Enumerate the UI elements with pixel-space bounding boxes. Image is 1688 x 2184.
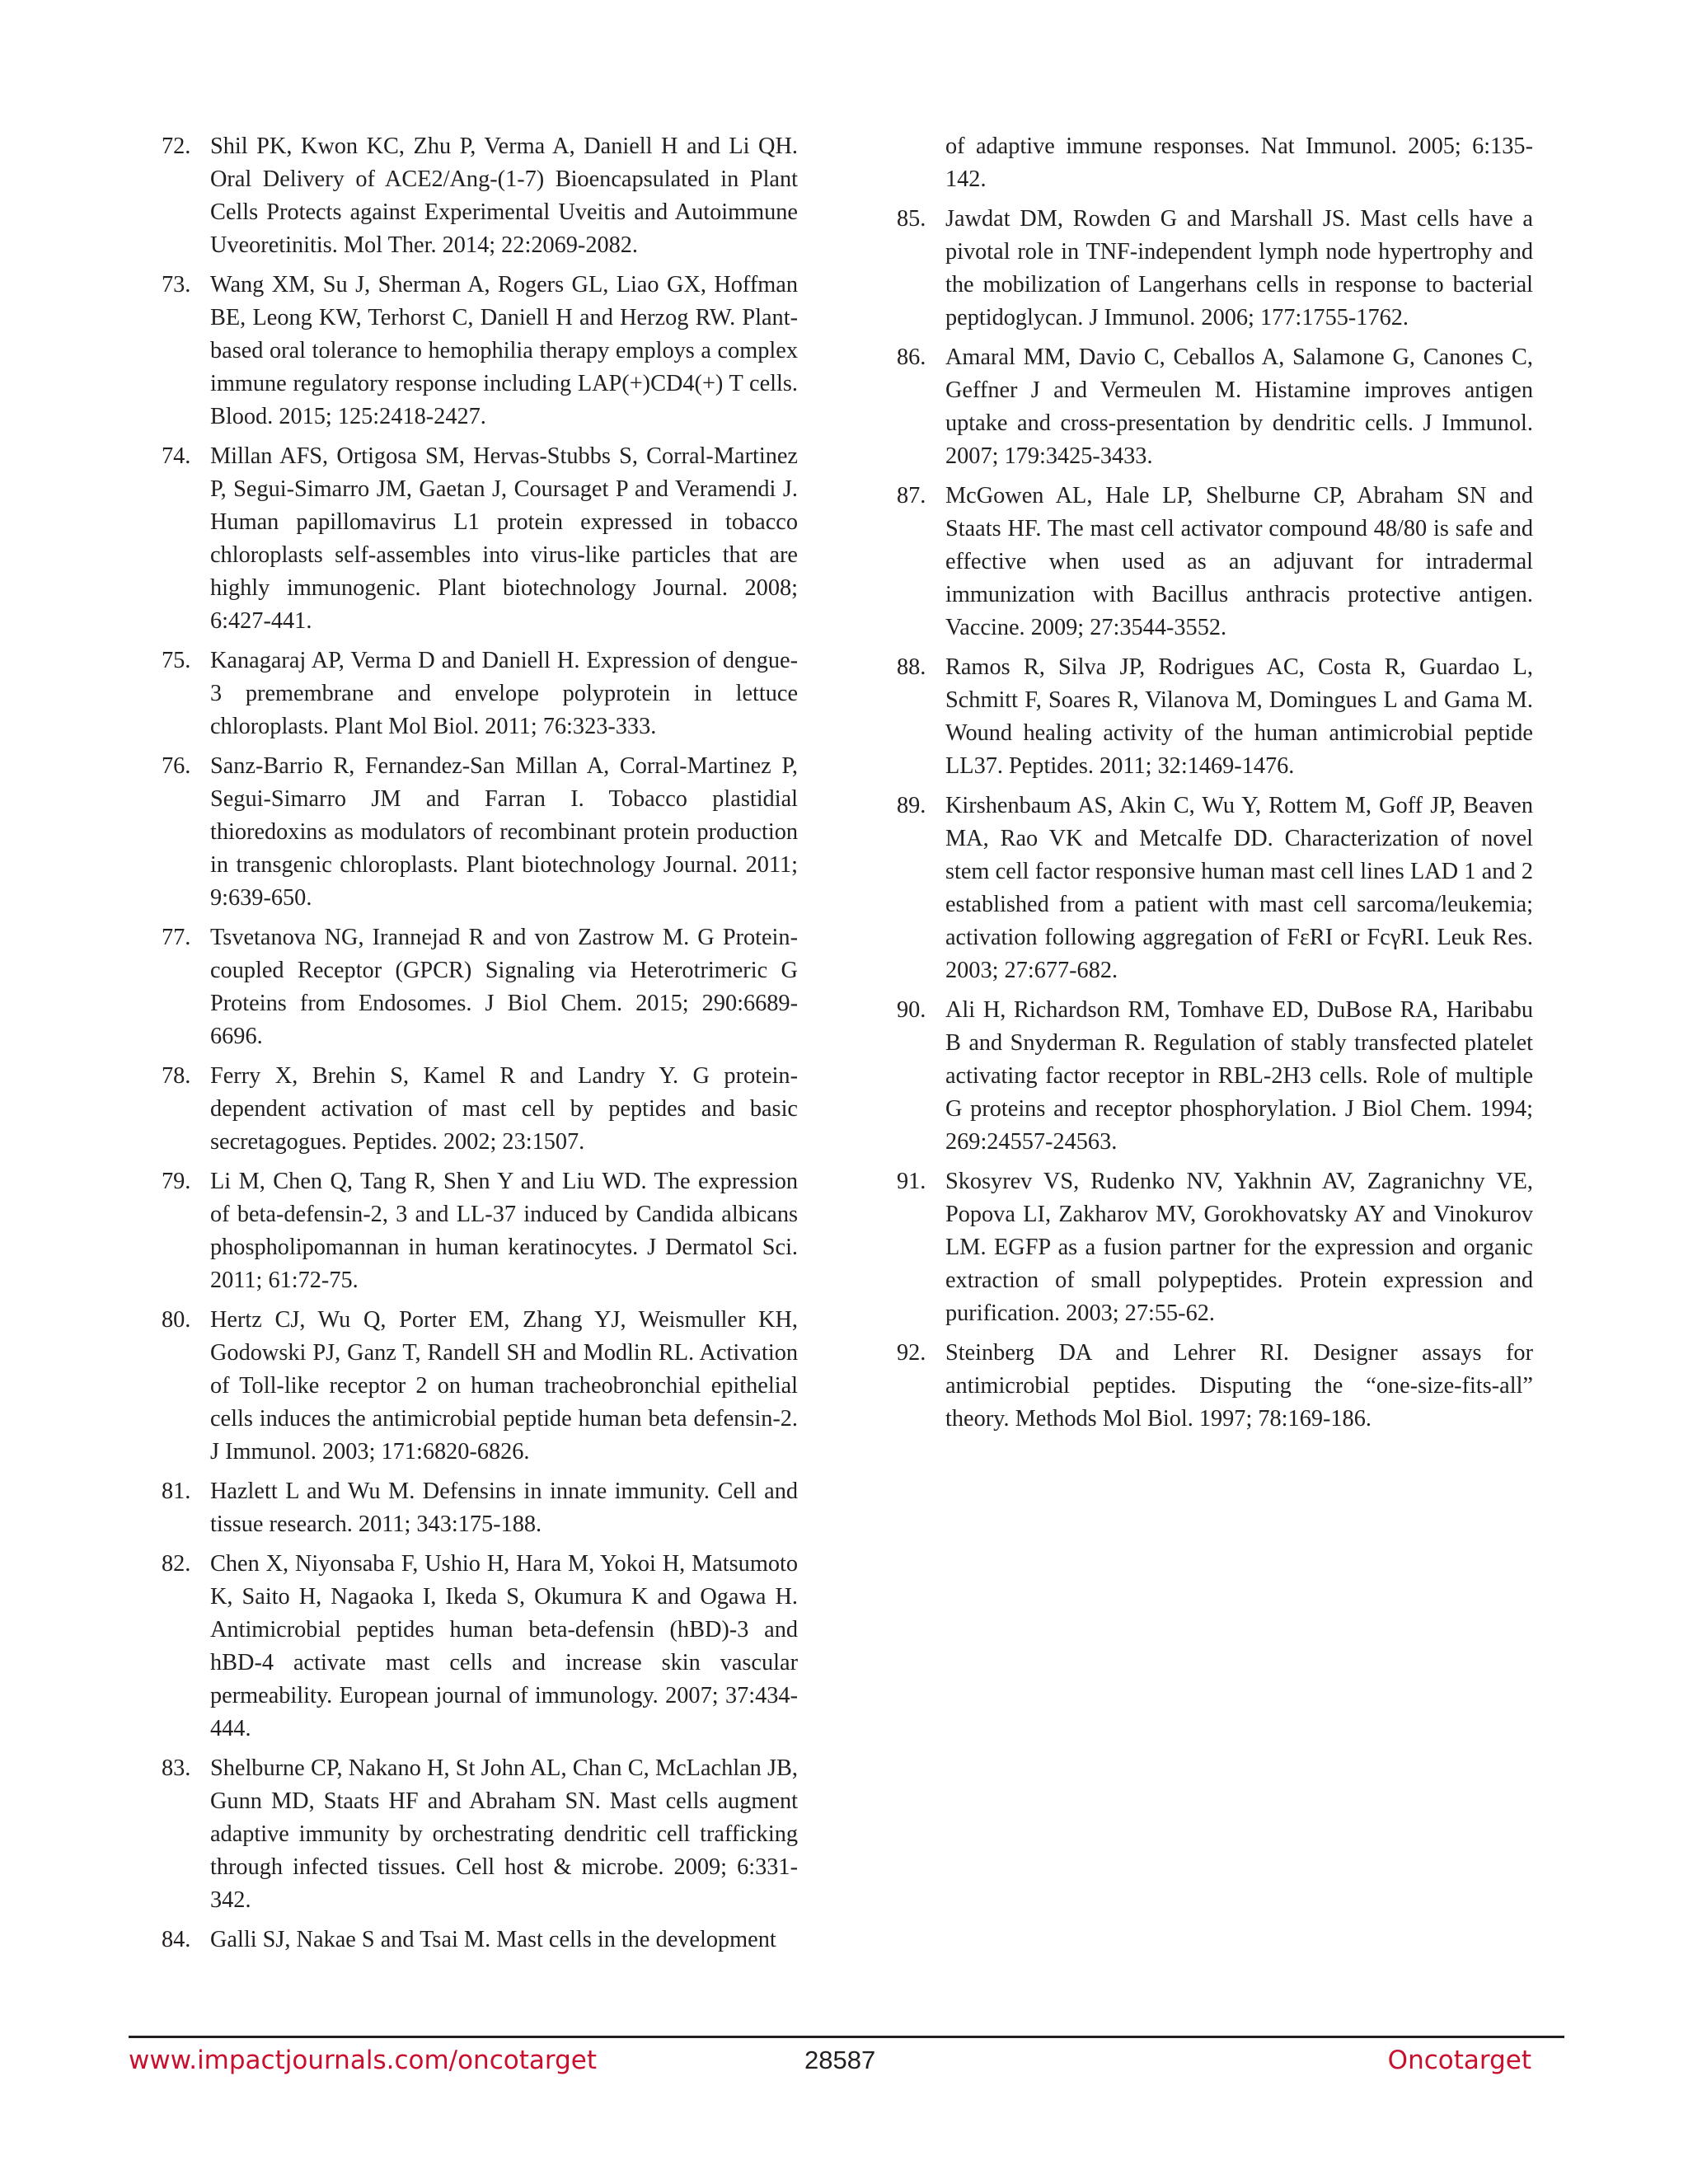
reference-item xyxy=(162,1475,798,1541)
footer-divider xyxy=(129,2036,1564,2038)
reference-item xyxy=(897,651,1533,783)
reference-number: 82. xyxy=(162,1551,191,1577)
reference-item xyxy=(897,994,1533,1159)
reference-number: 81. xyxy=(162,1479,191,1504)
reference-text: McGowen AL, Hale LP, Shelburne CP, Abraham SN and Staats HF. The mast cell activator compound 48/80 is safe and effective when used as an adjuvant for intradermal immunization with Bacillus anthracis protective antigen. Vaccine. 2009; 27:3544-3552. xyxy=(945,483,1533,640)
reference-text: Tsvetanova NG, Irannejad R and von Zastrow M. G Protein-coupled Receptor (GPCR) Signaling via Heterotrimeric G Proteins from Endosomes. J Biol Chem. 2015; 290:6689-6696. xyxy=(210,925,798,1049)
reference-text: Ferry X, Brehin S, Kamel R and Landry Y. G protein-dependent activation of mast cell by peptides and basic secretagogues. Peptides. 2002; 23:1507. xyxy=(210,1063,798,1155)
reference-number: 75. xyxy=(162,648,191,673)
reference-text: Kirshenbaum AS, Akin C, Wu Y, Rottem M, Goff JP, Beaven MA, Rao VK and Metcalfe DD. Characterization of novel stem cell factor responsive human mast cell lines LAD 1 and 2 established from a patient with mast cell sarcoma/leukemia; activation following aggregation of FεRI or FcγRI. Leuk Res. 2003; 27:677-682. xyxy=(945,793,1533,983)
reference-number: 78. xyxy=(162,1063,191,1089)
reference-number: 84. xyxy=(162,1927,191,1952)
reference-number: 87. xyxy=(897,483,926,509)
reference-text: Sanz-Barrio R, Fernandez-San Millan A, Corral-Martinez P, Segui-Simarro JM and Farran I. Tobacco plastidial thioredoxins as modulators of recombinant protein production in transgenic chloroplasts. Plant biotechnology Journal. 2011; 9:639-650. xyxy=(210,753,798,911)
reference-number: 92. xyxy=(897,1340,926,1366)
reference-item xyxy=(897,341,1533,473)
reference-text: Skosyrev VS, Rudenko NV, Yakhnin AV, Zagranichny VE, Popova LI, Zakharov MV, Gorokhovatsky AY and Vinokurov LM. EGFP as a fusion partner for the expression and organic extraction of small polypeptides. Protein expression and purification. 2003; 27:55-62. xyxy=(945,1169,1533,1326)
reference-number: 80. xyxy=(162,1307,191,1333)
reference-text: Ramos R, Silva JP, Rodrigues AC, Costa R, Guardao L, Schmitt F, Soares R, Vilanova M, Domingues L and Gama M. Wound healing activity of the human antimicrobial peptide LL37. Peptides. 2011; 32:1469-1476. xyxy=(945,654,1533,779)
reference-text: Kanagaraj AP, Verma D and Daniell H. Expression of dengue-3 premembrane and envelope polyprotein in lettuce chloroplasts. Plant Mol Biol. 2011; 76:323-333. xyxy=(210,648,798,739)
reference-continuation xyxy=(897,130,1533,196)
reference-text: Hazlett L and Wu M. Defensins in innate immunity. Cell and tissue research. 2011; 343:175-188. xyxy=(210,1479,798,1537)
reference-number: 72. xyxy=(162,134,191,159)
reference-number: 79. xyxy=(162,1169,191,1194)
reference-item xyxy=(897,480,1533,644)
reference-item xyxy=(897,790,1533,987)
footer-journal-name: Oncotarget xyxy=(1387,2046,1531,2075)
reference-number: 76. xyxy=(162,753,191,779)
reference-item xyxy=(162,1165,798,1297)
reference-text: Millan AFS, Ortigosa SM, Hervas-Stubbs S, Corral-Martinez P, Segui-Simarro JM, Gaetan J, Coursaget P and Veramendi J. Human papillomavirus L1 protein expressed in tobacco chloroplasts self-assembles into virus-like particles that are highly immunogenic. Plant biotechnology Journal. 2008; 6:427-441. xyxy=(210,443,798,634)
reference-number: 89. xyxy=(897,793,926,818)
reference-item xyxy=(162,644,798,743)
page-number: 28587 xyxy=(804,2046,876,2074)
reference-text: Chen X, Niyonsaba F, Ushio H, Hara M, Yokoi H, Matsumoto K, Saito H, Nagaoka I, Ikeda S, Okumura K and Ogawa H. Antimicrobial peptides human beta-defensin (hBD)-3 and hBD-4 activate mast cells and increase skin vascular permeability. European journal of immunology. 2007; 37:434-444. xyxy=(210,1551,798,1741)
reference-item xyxy=(897,203,1533,335)
reference-item xyxy=(162,1304,798,1469)
reference-item xyxy=(162,750,798,915)
reference-text: Hertz CJ, Wu Q, Porter EM, Zhang YJ, Weismuller KH, Godowski PJ, Ganz T, Randell SH and Modlin RL. Activation of Toll-like receptor 2 on human tracheobronchial epithelial cells induces the antimicrobial peptide human beta defensin-2. J Immunol. 2003; 171:6820-6826. xyxy=(210,1307,798,1465)
reference-item xyxy=(897,1165,1533,1330)
reference-column-right xyxy=(897,130,1533,1442)
reference-text: Wang XM, Su J, Sherman A, Rogers GL, Liao GX, Hoffman BE, Leong KW, Terhorst C, Daniell H and Herzog RW. Plant-based oral tolerance to hemophilia therapy employs a complex immune regulatory response including LAP(+)CD4(+) T cells. Blood. 2015; 125:2418-2427. xyxy=(210,272,798,429)
reference-text: Li M, Chen Q, Tang R, Shen Y and Liu WD. The expression of beta-defensin-2, 3 and LL-37 induced by Candida albicans phospholipomannan in human keratinocytes. J Dermatol Sci. 2011; 61:72-75. xyxy=(210,1169,798,1293)
reference-continuation-text: of adaptive immune responses. Nat Immunol. 2005; 6:135-142. xyxy=(945,134,1533,192)
reference-number: 77. xyxy=(162,925,191,950)
reference-text: Galli SJ, Nakae S and Tsai M. Mast cells in the development xyxy=(210,1927,776,1952)
reference-number: 86. xyxy=(897,344,926,370)
reference-item xyxy=(162,269,798,434)
reference-item xyxy=(162,921,798,1053)
reference-item xyxy=(162,1924,798,1957)
reference-item xyxy=(162,130,798,262)
reference-text: Shelburne CP, Nakano H, St John AL, Chan C, McLachlan JB, Gunn MD, Staats HF and Abraham SN. Mast cells augment adaptive immunity by orchestrating dendritic cell trafficking through infected tissues. Cell host & microbe. 2009; 6:331-342. xyxy=(210,1755,798,1913)
reference-number: 73. xyxy=(162,272,191,298)
reference-number: 74. xyxy=(162,443,191,469)
reference-number: 85. xyxy=(897,206,926,232)
reference-text: Jawdat DM, Rowden G and Marshall JS. Mast cells have a pivotal role in TNF-independent lymph node hypertrophy and the mobilization of Langerhans cells in response to bacterial peptidoglycan. J Immunol. 2006; 177:1755-1762. xyxy=(945,206,1533,330)
footer-journal-url-link[interactable]: www.impactjournals.com/oncotarget xyxy=(129,2046,597,2075)
reference-text: Amaral MM, Davio C, Ceballos A, Salamone G, Canones C, Geffner J and Vermeulen M. Histamine improves antigen uptake and cross-presentation by dendritic cells. J Immunol. 2007; 179:3425-3433. xyxy=(945,344,1533,469)
reference-number: 90. xyxy=(897,997,926,1023)
reference-text: Shil PK, Kwon KC, Zhu P, Verma A, Daniell H and Li QH. Oral Delivery of ACE2/Ang-(1-7) Bioencapsulated in Plant Cells Protects against Experimental Uveitis and Autoimmune Uveoretinitis. Mol Ther. 2014; 22:2069-2082. xyxy=(210,134,798,258)
reference-number: 83. xyxy=(162,1755,191,1781)
reference-item xyxy=(162,1060,798,1159)
reference-item xyxy=(162,1752,798,1917)
reference-number: 88. xyxy=(897,654,926,680)
reference-number: 91. xyxy=(897,1169,926,1194)
reference-item xyxy=(162,440,798,638)
reference-item xyxy=(897,1337,1533,1436)
reference-item xyxy=(162,1548,798,1746)
reference-text: Steinberg DA and Lehrer RI. Designer assays for antimicrobial peptides. Disputing the “one-size-fits-all” theory. Methods Mol Biol. 1997; 78:169-186. xyxy=(945,1340,1533,1432)
reference-text: Ali H, Richardson RM, Tomhave ED, DuBose RA, Haribabu B and Snyderman R. Regulation of stably transfected platelet activating factor receptor in RBL-2H3 cells. Role of multiple G proteins and receptor phosphorylation. J Biol Chem. 1994; 269:24557-24563. xyxy=(945,997,1533,1155)
reference-column-left xyxy=(162,130,798,1963)
